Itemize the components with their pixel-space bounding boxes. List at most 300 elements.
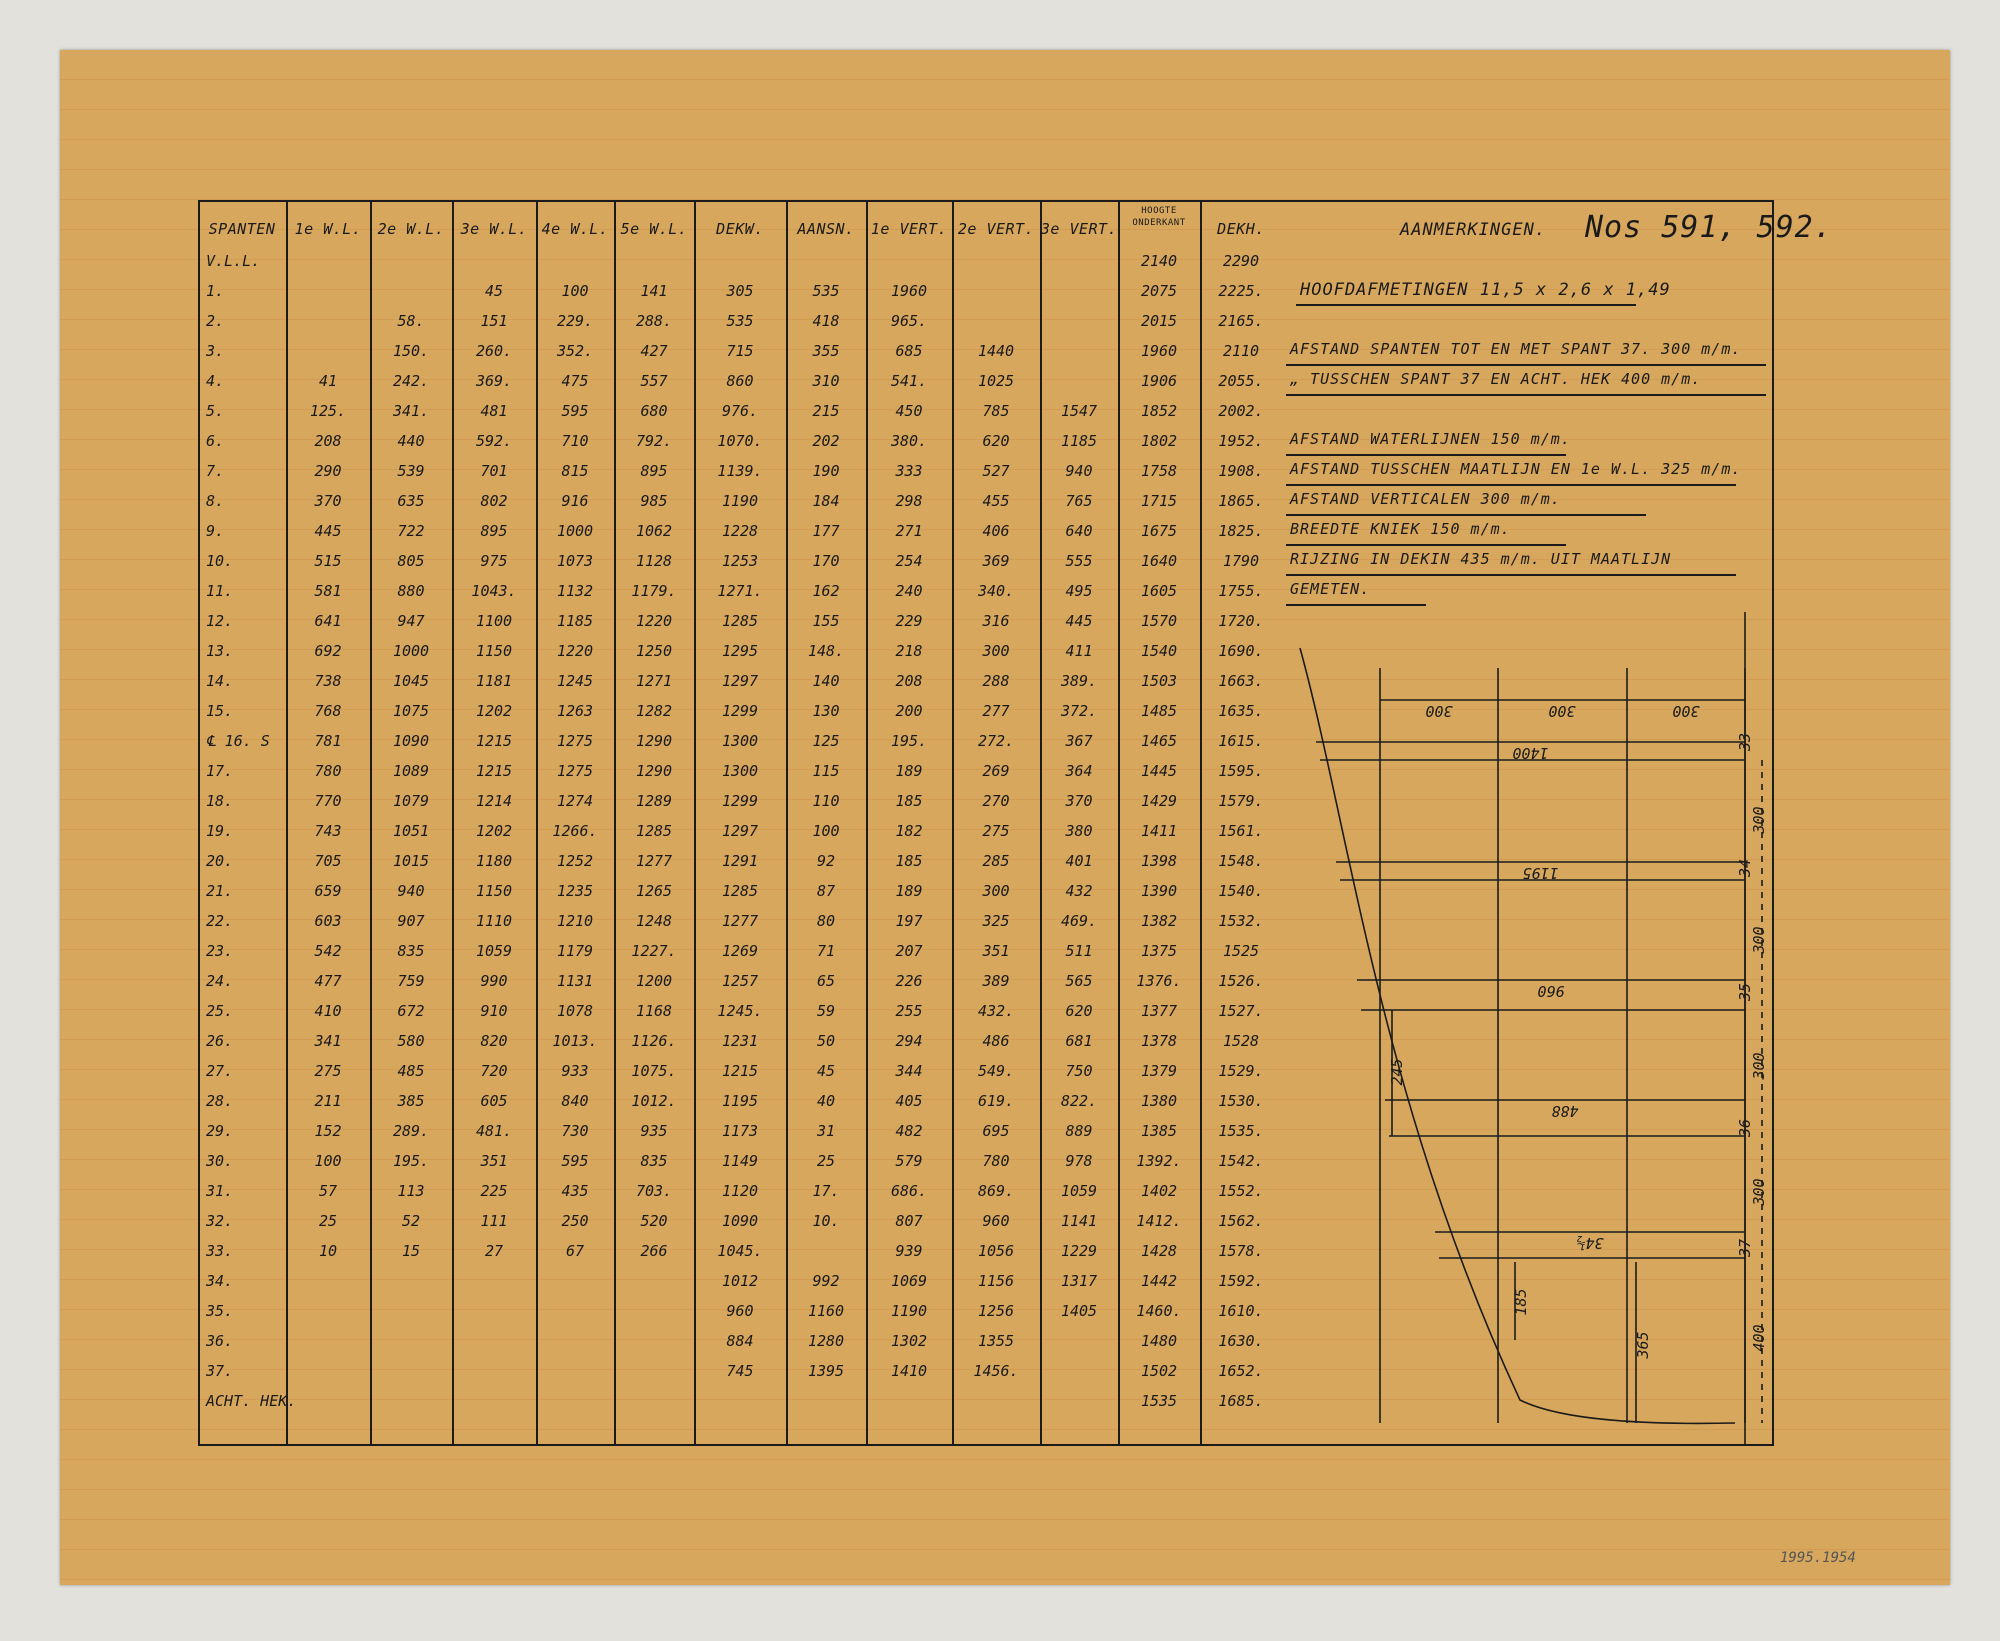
table-cell: 1852 bbox=[1140, 402, 1178, 420]
table-cell: 750 bbox=[1065, 1062, 1093, 1080]
table-cell: 785 bbox=[982, 402, 1010, 420]
table-cell: 916 bbox=[561, 492, 589, 510]
table-cell: 40 bbox=[816, 1092, 836, 1110]
table-cell: 1300 bbox=[721, 762, 759, 780]
table-cell: 520 bbox=[640, 1212, 668, 1230]
table-cell: 1690. bbox=[1218, 642, 1264, 660]
table-cell: 1382 bbox=[1140, 912, 1178, 930]
table-cell: 1256 bbox=[977, 1302, 1015, 1320]
table-cell: 1274 bbox=[556, 792, 594, 810]
table-cell: 445 bbox=[314, 522, 342, 540]
table-cell: 418 bbox=[812, 312, 840, 330]
table-cell: 486 bbox=[982, 1032, 1010, 1050]
table-cell: 1290 bbox=[635, 732, 673, 750]
frame-label: 17. bbox=[206, 762, 234, 780]
table-cell: 115 bbox=[812, 762, 840, 780]
table-cell: 595 bbox=[561, 1152, 589, 1170]
table-cell: 1179 bbox=[556, 942, 594, 960]
table-cell: 592. bbox=[475, 432, 513, 450]
table-cell: 59 bbox=[816, 1002, 836, 1020]
table-cell: 432. bbox=[977, 1002, 1015, 1020]
table-cell: 1141 bbox=[1060, 1212, 1098, 1230]
table-cell: 720 bbox=[480, 1062, 508, 1080]
table-cell: 1132 bbox=[556, 582, 594, 600]
table-cell: 792. bbox=[635, 432, 673, 450]
table-cell: 1595. bbox=[1218, 762, 1264, 780]
table-cell: 1317 bbox=[1060, 1272, 1098, 1290]
table-cell: 1411 bbox=[1140, 822, 1178, 840]
dimension-label: 300 bbox=[1750, 926, 1768, 954]
table-cell: 162 bbox=[812, 582, 840, 600]
dimension-label: 245 bbox=[1388, 1058, 1406, 1086]
catalog-number: 1995.1954 bbox=[1780, 1550, 1856, 1566]
dimension-label: 33 bbox=[1736, 732, 1754, 752]
table-cell: 389. bbox=[1060, 672, 1098, 690]
table-cell: 1089 bbox=[392, 762, 430, 780]
table-cell: 640 bbox=[1065, 522, 1093, 540]
table-cell: 976. bbox=[721, 402, 759, 420]
table-cell: 1195 bbox=[721, 1092, 759, 1110]
table-cell: 2075 bbox=[1140, 282, 1178, 300]
table-cell: 965. bbox=[890, 312, 928, 330]
frame-label: 28. bbox=[206, 1092, 234, 1110]
table-cell: 1228 bbox=[721, 522, 759, 540]
frame-label: V.L.L. bbox=[206, 252, 261, 270]
frame-label: 34. bbox=[206, 1272, 234, 1290]
table-cell: 960 bbox=[726, 1302, 754, 1320]
table-cell: 1181 bbox=[475, 672, 513, 690]
remark-note: BREEDTE KNIEK 150 m/m. bbox=[1290, 520, 1511, 538]
table-cell: 1299 bbox=[721, 702, 759, 720]
table-cell: 1540 bbox=[1140, 642, 1178, 660]
remark-note: RIJZING IN DEKIN 435 m/m. UIT MAATLIJN bbox=[1290, 550, 1672, 568]
dimension-label: 365 bbox=[1634, 1331, 1652, 1359]
table-cell: 370 bbox=[314, 492, 342, 510]
table-cell: 226 bbox=[895, 972, 923, 990]
table-cell: 310 bbox=[812, 372, 840, 390]
table-cell: 100 bbox=[314, 1152, 342, 1170]
table-cell: 271 bbox=[895, 522, 923, 540]
table-cell: 1266. bbox=[552, 822, 598, 840]
table-cell: 1285 bbox=[635, 822, 673, 840]
table-cell: 1271 bbox=[635, 672, 673, 690]
table-cell: 1215 bbox=[721, 1062, 759, 1080]
table-cell: 1429 bbox=[1140, 792, 1178, 810]
table-cell: 151 bbox=[480, 312, 508, 330]
table-cell: 316 bbox=[982, 612, 1010, 630]
table-cell: 130 bbox=[812, 702, 840, 720]
table-cell: 71 bbox=[816, 942, 836, 960]
table-cell: 939 bbox=[895, 1242, 923, 1260]
table-cell: 940 bbox=[1065, 462, 1093, 480]
table-cell: 269 bbox=[982, 762, 1010, 780]
table-cell: 1210 bbox=[556, 912, 594, 930]
table-cell: 140 bbox=[812, 672, 840, 690]
table-cell: 835 bbox=[640, 1152, 668, 1170]
frame-label: 33. bbox=[206, 1242, 234, 1260]
table-cell: 1960 bbox=[890, 282, 928, 300]
table-cell: 1297 bbox=[721, 822, 759, 840]
frame-label: 25. bbox=[206, 1002, 234, 1020]
table-cell: 2290 bbox=[1222, 252, 1260, 270]
table-cell: 722 bbox=[397, 522, 425, 540]
table-cell: 820 bbox=[480, 1032, 508, 1050]
table-cell: 1200 bbox=[635, 972, 673, 990]
dimension-label: 35 bbox=[1736, 982, 1754, 1002]
table-cell: 1291 bbox=[721, 852, 759, 870]
table-cell: 1285 bbox=[721, 882, 759, 900]
table-cell: 768 bbox=[314, 702, 342, 720]
frame-label: 11. bbox=[206, 582, 234, 600]
table-cell: 1755. bbox=[1218, 582, 1264, 600]
table-cell: 1056 bbox=[977, 1242, 1015, 1260]
table-cell: 1045 bbox=[392, 672, 430, 690]
remark-note: AFSTAND VERTICALEN 300 m/m. bbox=[1290, 490, 1561, 508]
table-cell: 275 bbox=[314, 1062, 342, 1080]
table-cell: 1605 bbox=[1140, 582, 1178, 600]
table-cell: 1045. bbox=[717, 1242, 763, 1260]
table-cell: 860 bbox=[726, 372, 754, 390]
table-cell: 542 bbox=[314, 942, 342, 960]
table-cell: 1062 bbox=[635, 522, 673, 540]
table-cell: 1561. bbox=[1218, 822, 1264, 840]
table-cell: 405 bbox=[895, 1092, 923, 1110]
table-cell: 1380 bbox=[1140, 1092, 1178, 1110]
table-cell: 802 bbox=[480, 492, 508, 510]
table-cell: 113 bbox=[397, 1182, 425, 1200]
frame-label: 23. bbox=[206, 942, 234, 960]
table-cell: 344 bbox=[895, 1062, 923, 1080]
table-cell: 270 bbox=[982, 792, 1010, 810]
table-cell: 1215 bbox=[475, 732, 513, 750]
table-cell: 605 bbox=[480, 1092, 508, 1110]
frame-label: 5. bbox=[206, 402, 225, 420]
table-cell: 1173 bbox=[721, 1122, 759, 1140]
column-header: 1e W.L. bbox=[294, 220, 362, 238]
table-cell: 25 bbox=[318, 1212, 338, 1230]
frame-label: 36. bbox=[206, 1332, 234, 1350]
table-cell: 229. bbox=[556, 312, 594, 330]
table-cell: 288. bbox=[635, 312, 673, 330]
table-cell: 1299 bbox=[721, 792, 759, 810]
table-cell: 445 bbox=[1065, 612, 1093, 630]
table-cell: 1000 bbox=[392, 642, 430, 660]
table-cell: 990 bbox=[480, 972, 508, 990]
table-cell: 1227. bbox=[631, 942, 677, 960]
frame-label: 37. bbox=[206, 1362, 234, 1380]
table-cell: 985 bbox=[640, 492, 668, 510]
table-cell: 1253 bbox=[721, 552, 759, 570]
table-cell: 1675 bbox=[1140, 522, 1178, 540]
table-cell: 92 bbox=[816, 852, 836, 870]
table-cell: 1526. bbox=[1218, 972, 1264, 990]
remark-note: AFSTAND WATERLIJNEN 150 m/m. bbox=[1290, 430, 1571, 448]
table-cell: 1405 bbox=[1060, 1302, 1098, 1320]
frame-label: 18. bbox=[206, 792, 234, 810]
table-cell: 1530. bbox=[1218, 1092, 1264, 1110]
table-cell: 880 bbox=[397, 582, 425, 600]
table-cell: 1578. bbox=[1218, 1242, 1264, 1260]
table-cell: 294 bbox=[895, 1032, 923, 1050]
table-cell: 272. bbox=[977, 732, 1015, 750]
table-cell: 367 bbox=[1065, 732, 1093, 750]
table-cell: 182 bbox=[895, 822, 923, 840]
frame-label: 19. bbox=[206, 822, 234, 840]
table-cell: 482 bbox=[895, 1122, 923, 1140]
frame-label: ℄ 16. S bbox=[206, 732, 270, 750]
table-cell: 1527. bbox=[1218, 1002, 1264, 1020]
table-cell: 1285 bbox=[721, 612, 759, 630]
table-cell: 595 bbox=[561, 402, 589, 420]
table-cell: 557 bbox=[640, 372, 668, 390]
table-cell: 1128 bbox=[635, 552, 673, 570]
table-cell: 738 bbox=[314, 672, 342, 690]
table-cell: 254 bbox=[895, 552, 923, 570]
table-cell: 2015 bbox=[1140, 312, 1178, 330]
table-cell: 1059 bbox=[475, 942, 513, 960]
table-cell: 1630. bbox=[1218, 1332, 1264, 1350]
table-cell: 1392. bbox=[1136, 1152, 1182, 1170]
table-cell: 100 bbox=[812, 822, 840, 840]
table-cell: 895 bbox=[480, 522, 508, 540]
table-cell: 869. bbox=[977, 1182, 1015, 1200]
table-cell: 435 bbox=[561, 1182, 589, 1200]
frame-label: 14. bbox=[206, 672, 234, 690]
table-cell: 275 bbox=[982, 822, 1010, 840]
table-cell: 620 bbox=[1065, 1002, 1093, 1020]
table-cell: 1229 bbox=[1060, 1242, 1098, 1260]
table-cell: 1790 bbox=[1222, 552, 1260, 570]
remark-note: GEMETEN. bbox=[1290, 580, 1371, 598]
table-cell: 10 bbox=[318, 1242, 338, 1260]
table-cell: 1865. bbox=[1218, 492, 1264, 510]
table-cell: 1245. bbox=[717, 1002, 763, 1020]
table-cell: 686. bbox=[890, 1182, 928, 1200]
table-cell: 189 bbox=[895, 762, 923, 780]
table-cell: 703. bbox=[635, 1182, 673, 1200]
table-cell: 1248 bbox=[635, 912, 673, 930]
table-cell: 1110 bbox=[475, 912, 513, 930]
table-cell: 100 bbox=[561, 282, 589, 300]
table-cell: 884 bbox=[726, 1332, 754, 1350]
table-cell: 289. bbox=[392, 1122, 430, 1140]
column-header: DEKW. bbox=[716, 220, 764, 238]
table-cell: 300 bbox=[982, 642, 1010, 660]
table-cell: 31 bbox=[816, 1122, 836, 1140]
table-cell: 2055. bbox=[1218, 372, 1264, 390]
table-cell: 603 bbox=[314, 912, 342, 930]
table-cell: 1720. bbox=[1218, 612, 1264, 630]
table-cell: 288 bbox=[982, 672, 1010, 690]
column-header: AANSN. bbox=[797, 220, 855, 238]
table-cell: 1012 bbox=[721, 1272, 759, 1290]
frame-label: 27. bbox=[206, 1062, 234, 1080]
column-header: SPANTEN bbox=[208, 220, 276, 238]
table-cell: 300 bbox=[982, 882, 1010, 900]
column-header: 1e VERT. bbox=[870, 220, 948, 238]
table-cell: 1445 bbox=[1140, 762, 1178, 780]
table-cell: 1263 bbox=[556, 702, 594, 720]
table-cell: 780 bbox=[982, 1152, 1010, 1170]
table-cell: 87 bbox=[816, 882, 836, 900]
table-cell: 389 bbox=[982, 972, 1010, 990]
table-cell: 1663. bbox=[1218, 672, 1264, 690]
frame-label: 32. bbox=[206, 1212, 234, 1230]
table-cell: 65 bbox=[816, 972, 836, 990]
table-cell: 1302 bbox=[890, 1332, 928, 1350]
table-cell: 372. bbox=[1060, 702, 1098, 720]
table-cell: 1180 bbox=[475, 852, 513, 870]
table-cell: 511 bbox=[1065, 942, 1093, 960]
dimension-label: 300 bbox=[1425, 702, 1453, 720]
frame-label: 26. bbox=[206, 1032, 234, 1050]
table-cell: 1906 bbox=[1140, 372, 1178, 390]
table-cell: 185 bbox=[895, 852, 923, 870]
remarks-title: AANMERKINGEN. bbox=[1400, 220, 1547, 240]
table-cell: 195. bbox=[890, 732, 928, 750]
frame-label: 13. bbox=[206, 642, 234, 660]
table-cell: 1685. bbox=[1218, 1392, 1264, 1410]
table-cell: 477 bbox=[314, 972, 342, 990]
table-cell: 58. bbox=[397, 312, 425, 330]
table-cell: 369 bbox=[982, 552, 1010, 570]
table-cell: 619. bbox=[977, 1092, 1015, 1110]
table-cell: 290 bbox=[314, 462, 342, 480]
table-cell: 1290 bbox=[635, 762, 673, 780]
table-cell: 1235 bbox=[556, 882, 594, 900]
table-cell: 125 bbox=[812, 732, 840, 750]
table-cell: 2225. bbox=[1218, 282, 1264, 300]
table-cell: 370 bbox=[1065, 792, 1093, 810]
table-cell: 369. bbox=[475, 372, 513, 390]
table-cell: 260. bbox=[475, 342, 513, 360]
table-cell: 1277 bbox=[635, 852, 673, 870]
table-cell: 659 bbox=[314, 882, 342, 900]
table-cell: 110 bbox=[812, 792, 840, 810]
table-cell: 218 bbox=[895, 642, 923, 660]
table-cell: 1150 bbox=[475, 882, 513, 900]
table-cell: 1535 bbox=[1140, 1392, 1178, 1410]
table-cell: 620 bbox=[982, 432, 1010, 450]
table-cell: 695 bbox=[982, 1122, 1010, 1140]
table-cell: 305 bbox=[726, 282, 754, 300]
table-cell: 1402 bbox=[1140, 1182, 1178, 1200]
table-cell: 1257 bbox=[721, 972, 759, 990]
frame-label: 12. bbox=[206, 612, 234, 630]
dimension-label: 1195 bbox=[1522, 864, 1559, 882]
dimension-label: 300 bbox=[1750, 806, 1768, 834]
table-cell: 539 bbox=[397, 462, 425, 480]
table-cell: 1269 bbox=[721, 942, 759, 960]
table-cell: 1231 bbox=[721, 1032, 759, 1050]
table-cell: 1485 bbox=[1140, 702, 1178, 720]
table-cell: 352. bbox=[556, 342, 594, 360]
table-cell: 1139. bbox=[717, 462, 763, 480]
table-cell: 111 bbox=[480, 1212, 508, 1230]
table-cell: 250 bbox=[561, 1212, 589, 1230]
table-cell: 1802 bbox=[1140, 432, 1178, 450]
frame-label: 22. bbox=[206, 912, 234, 930]
table-cell: 1525 bbox=[1222, 942, 1260, 960]
table-cell: 485 bbox=[397, 1062, 425, 1080]
table-cell: 743 bbox=[314, 822, 342, 840]
table-cell: 1190 bbox=[721, 492, 759, 510]
table-cell: 579 bbox=[895, 1152, 923, 1170]
table-cell: 355 bbox=[812, 342, 840, 360]
table-cell: 155 bbox=[812, 612, 840, 630]
table-cell: 200 bbox=[895, 702, 923, 720]
table-cell: 1428 bbox=[1140, 1242, 1178, 1260]
column-header: 3e W.L. bbox=[460, 220, 528, 238]
table-cell: 1570 bbox=[1140, 612, 1178, 630]
table-cell: 364 bbox=[1065, 762, 1093, 780]
table-cell: 1015 bbox=[392, 852, 430, 870]
table-cell: 45 bbox=[816, 1062, 836, 1080]
table-cell: 1025 bbox=[977, 372, 1015, 390]
table-cell: 1271. bbox=[717, 582, 763, 600]
table-cell: 325 bbox=[982, 912, 1010, 930]
table-cell: 475 bbox=[561, 372, 589, 390]
table-cell: 1215 bbox=[475, 762, 513, 780]
table-cell: 1190 bbox=[890, 1302, 928, 1320]
frame-label: 21. bbox=[206, 882, 234, 900]
table-cell: 1079 bbox=[392, 792, 430, 810]
table-cell: 197 bbox=[895, 912, 923, 930]
table-cell: 469. bbox=[1060, 912, 1098, 930]
table-cell: 1460. bbox=[1136, 1302, 1182, 1320]
dimension-label: 960 bbox=[1537, 982, 1565, 1000]
frame-label: 20. bbox=[206, 852, 234, 870]
table-cell: 1529. bbox=[1218, 1062, 1264, 1080]
table-cell: 177 bbox=[812, 522, 840, 540]
table-cell: 1000 bbox=[556, 522, 594, 540]
table-cell: 2002. bbox=[1218, 402, 1264, 420]
frame-label: 7. bbox=[206, 462, 225, 480]
dimension-label: 488 bbox=[1551, 1102, 1579, 1120]
table-cell: 80 bbox=[816, 912, 836, 930]
table-cell: 17. bbox=[812, 1182, 840, 1200]
table-cell: 125. bbox=[309, 402, 347, 420]
table-cell: 1156 bbox=[977, 1272, 1015, 1290]
table-cell: 1252 bbox=[556, 852, 594, 870]
table-cell: 1120 bbox=[721, 1182, 759, 1200]
frame-label: 31. bbox=[206, 1182, 234, 1200]
column-header: 4e W.L. bbox=[541, 220, 609, 238]
dimension-label: 1400 bbox=[1512, 744, 1549, 762]
table-cell: 208 bbox=[314, 432, 342, 450]
table-cell: 1250 bbox=[635, 642, 673, 660]
table-cell: 1149 bbox=[721, 1152, 759, 1170]
table-cell: 1150 bbox=[475, 642, 513, 660]
table-cell: 184 bbox=[812, 492, 840, 510]
table-cell: 298 bbox=[895, 492, 923, 510]
table-cell: 25 bbox=[816, 1152, 836, 1170]
dimension-label: 300 bbox=[1672, 702, 1700, 720]
table-cell: 807 bbox=[895, 1212, 923, 1230]
table-cell: 701 bbox=[480, 462, 508, 480]
table-cell: 910 bbox=[480, 1002, 508, 1020]
table-cell: 1043. bbox=[471, 582, 517, 600]
table-cell: 581 bbox=[314, 582, 342, 600]
table-cell: 277 bbox=[982, 702, 1010, 720]
table-cell: 1012. bbox=[631, 1092, 677, 1110]
table-cell: 1825. bbox=[1218, 522, 1264, 540]
table-cell: 1202 bbox=[475, 822, 513, 840]
table-cell: 815 bbox=[561, 462, 589, 480]
table-cell: 895 bbox=[640, 462, 668, 480]
table-cell: 1275 bbox=[556, 762, 594, 780]
table-cell: 515 bbox=[314, 552, 342, 570]
